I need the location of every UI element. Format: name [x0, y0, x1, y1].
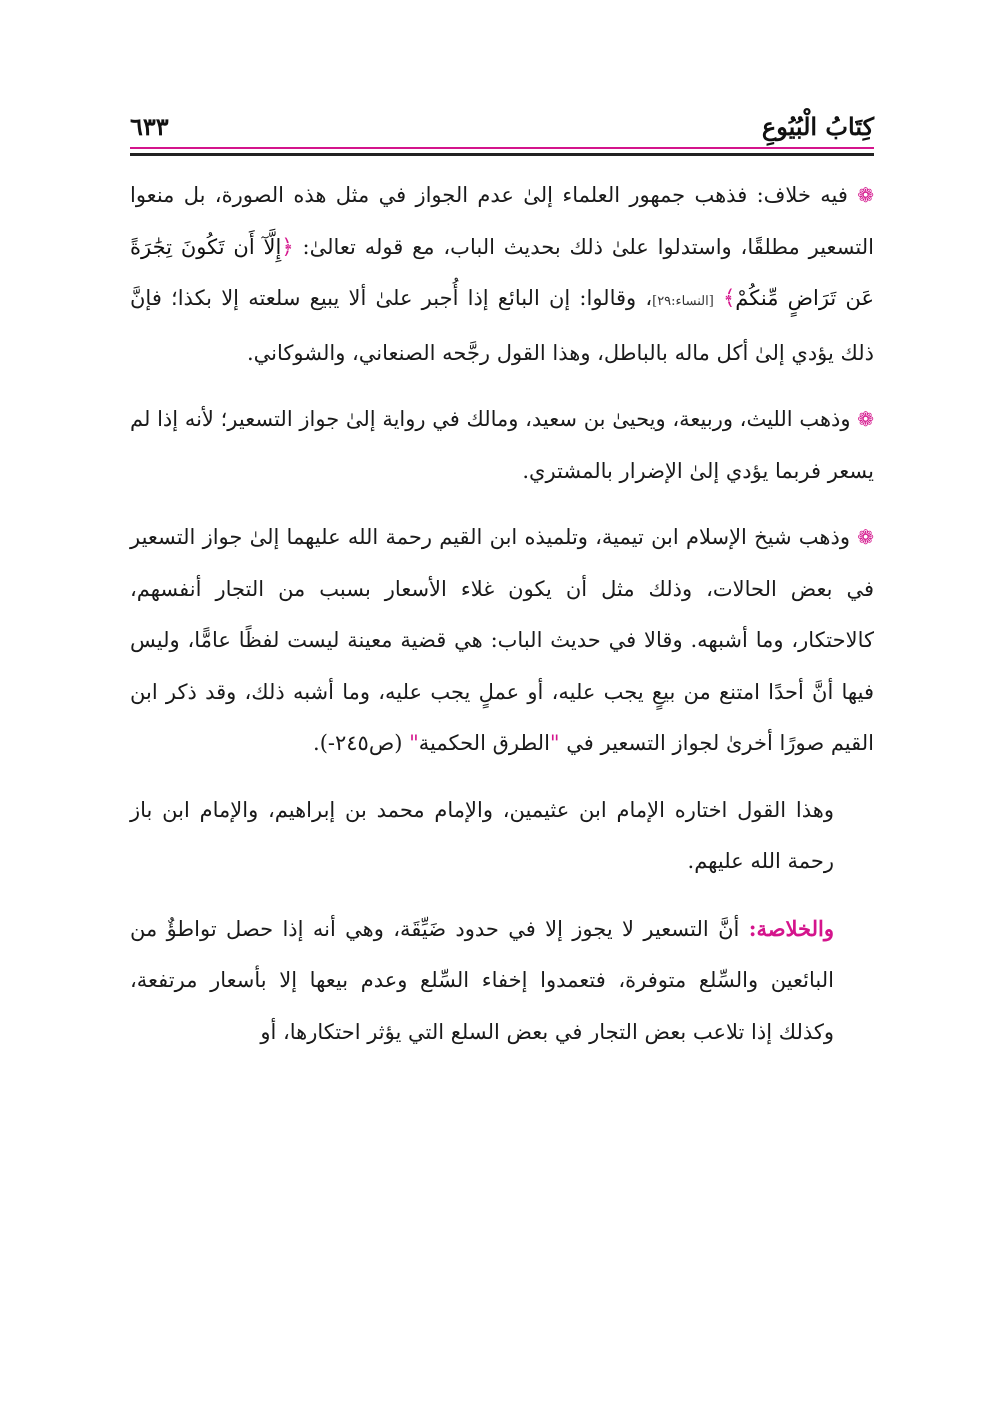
paragraph-summary — [130, 903, 874, 1059]
page-body — [130, 170, 874, 1058]
paragraph-permitting-view — [130, 394, 874, 497]
paragraph-text: وذهب الليث، وربيعة، ويحيىٰ بن سعيد، ومالك في رواية إلىٰ جواز التسعير؛ لأنه إذا لم يسعر فربما يؤدي إلىٰ الإضرار بالمشتري. — [130, 407, 874, 483]
quran-bracket-open: ﴿ — [281, 234, 294, 259]
page-reference: (ص٢٤٥-). — [313, 731, 410, 755]
paragraph-text: ، وقالوا: إن البائع إذا أُجبر علىٰ ألا يبيع سلعته إلا بكذا؛ فإنَّ ذلك يؤدي إلىٰ أكل ماله بالباطل، وهذا القول رجَّحه الصنعاني، والشوكاني. — [130, 286, 874, 365]
paragraph-chosen-opinion — [130, 785, 874, 888]
paragraph-text: وذهب شيخ الإسلام ابن تيمية، وتلميذه ابن القيم رحمة الله عليهما إلىٰ جواز التسعير في بعض الحالات، وذلك مثل أن يكون غلاء الأسعار بسبب من التجار أنفسهم، كالاحتكار، وما أشبهه. وقالا في حديث الباب: هي قضية معينة ليست لفظًا عامًّا، وليس فيها أنَّ أحدًا امتنع من بيعٍ يجب عليه، أو عملٍ يجب عليه، وما أشبه ذلك، وقد ذكر ابن القيم صورًا أخرىٰ لجواز التسعير في — [130, 525, 874, 755]
header-rule-dark — [130, 153, 874, 156]
paragraph-text: أنَّ التسعير لا يجوز إلا في حدود ضَيِّقَة، وهي أنه إذا حصل تواطؤٌ من البائعين والسِّلع متوفرة، فتعمدوا إخفاء السِّلع وعدم بيعها إلا بأسعار مرتفعة، وكذلك إذا تلاعب بعض التجار في بعض السلع التي يؤثر احتكارها، أو — [130, 916, 834, 1044]
page-header — [130, 108, 874, 148]
verse-reference: [النساء:٢٩] — [652, 294, 714, 309]
paragraph-scholars-disagreement — [130, 170, 874, 379]
book-reference: الطرق الحكمية — [418, 731, 550, 755]
paragraph-text: فيه خلاف: فذهب جمهور العلماء إلىٰ عدم الجواز في مثل هذه الصورة، بل منعوا التسعير مطلقًا، واستدلوا علىٰ ذلك بحديث الباب، مع قوله تعالىٰ: — [130, 183, 874, 259]
quote-close: " — [409, 731, 419, 755]
quran-bracket-close: ﴾ — [722, 286, 736, 310]
header-rule-accent — [130, 147, 874, 149]
book-title: كِتَابُ الْبُيُوعِ — [761, 112, 874, 141]
quran-verse: إِلَّآ أَن تَكُونَ تِجَٰرَةً عَن تَرَاضٍ مِّنكُمْ — [130, 234, 874, 310]
flower-ornament-icon: ❁ — [857, 183, 874, 207]
paragraph-ibn-taymiyya-view — [130, 512, 874, 770]
page-number: ٦٣٣ — [130, 112, 169, 141]
flower-ornament-icon: ❁ — [857, 407, 874, 431]
flower-ornament-icon: ❁ — [857, 525, 874, 549]
summary-label: والخلاصة: — [748, 915, 834, 941]
quote-open: " — [549, 731, 560, 755]
paragraph-text: وهذا القول اختاره الإمام ابن عثيمين، والإمام محمد بن إبراهيم، والإمام ابن باز رحمة الله عليهم. — [130, 797, 834, 873]
